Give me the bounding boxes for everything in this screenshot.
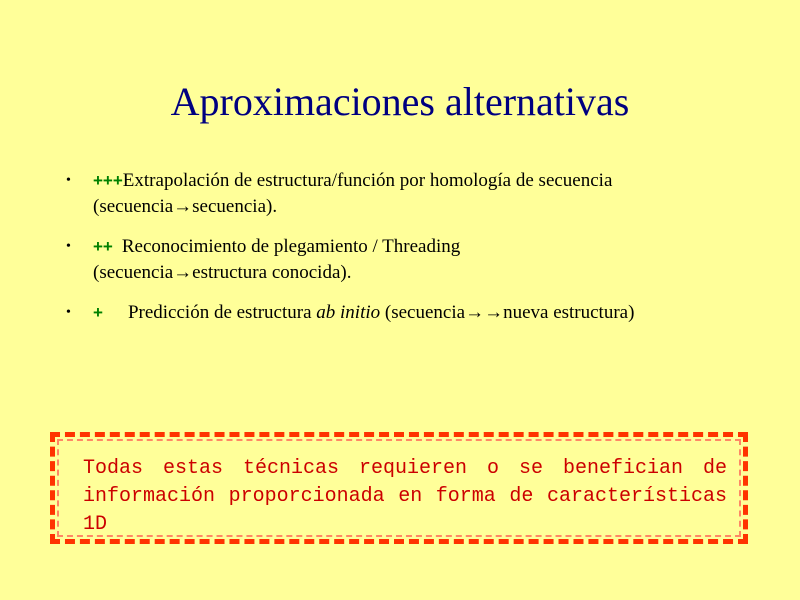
bullet-text-italic: ab initio xyxy=(316,302,381,323)
bullet-text: Extrapolación de estructura/función por homología de secuencia xyxy=(122,170,613,191)
bullet-text-continuation: (secuencia→estructura conocida). xyxy=(93,262,352,283)
bullet-item-ab-initio xyxy=(66,300,766,326)
rank-marker: ++ xyxy=(93,237,113,256)
bullet-list xyxy=(66,168,766,340)
bullet-text: Predicción de estructura xyxy=(127,302,317,323)
bullet-marker: • xyxy=(66,173,71,188)
note-box xyxy=(50,432,748,544)
bullet-text: Reconocimiento de plegamiento / Threading xyxy=(121,236,461,257)
bullet-item-threading xyxy=(66,234,766,286)
rank-marker: + xyxy=(93,303,103,322)
bullet-marker: • xyxy=(66,239,71,254)
rank-marker: +++ xyxy=(93,171,123,190)
bullet-text-tail: (secuencia→→nueva estructura) xyxy=(380,302,635,323)
note-text: Todas estas técnicas requieren o se benefician de información proporcionada en forma de características 1D xyxy=(83,457,727,536)
bullet-text-continuation: (secuencia→secuencia). xyxy=(93,196,278,217)
slide-title: Aproximaciones alternativas xyxy=(170,79,630,124)
bullet-marker: • xyxy=(66,305,71,320)
bullet-item-homology xyxy=(66,168,766,220)
